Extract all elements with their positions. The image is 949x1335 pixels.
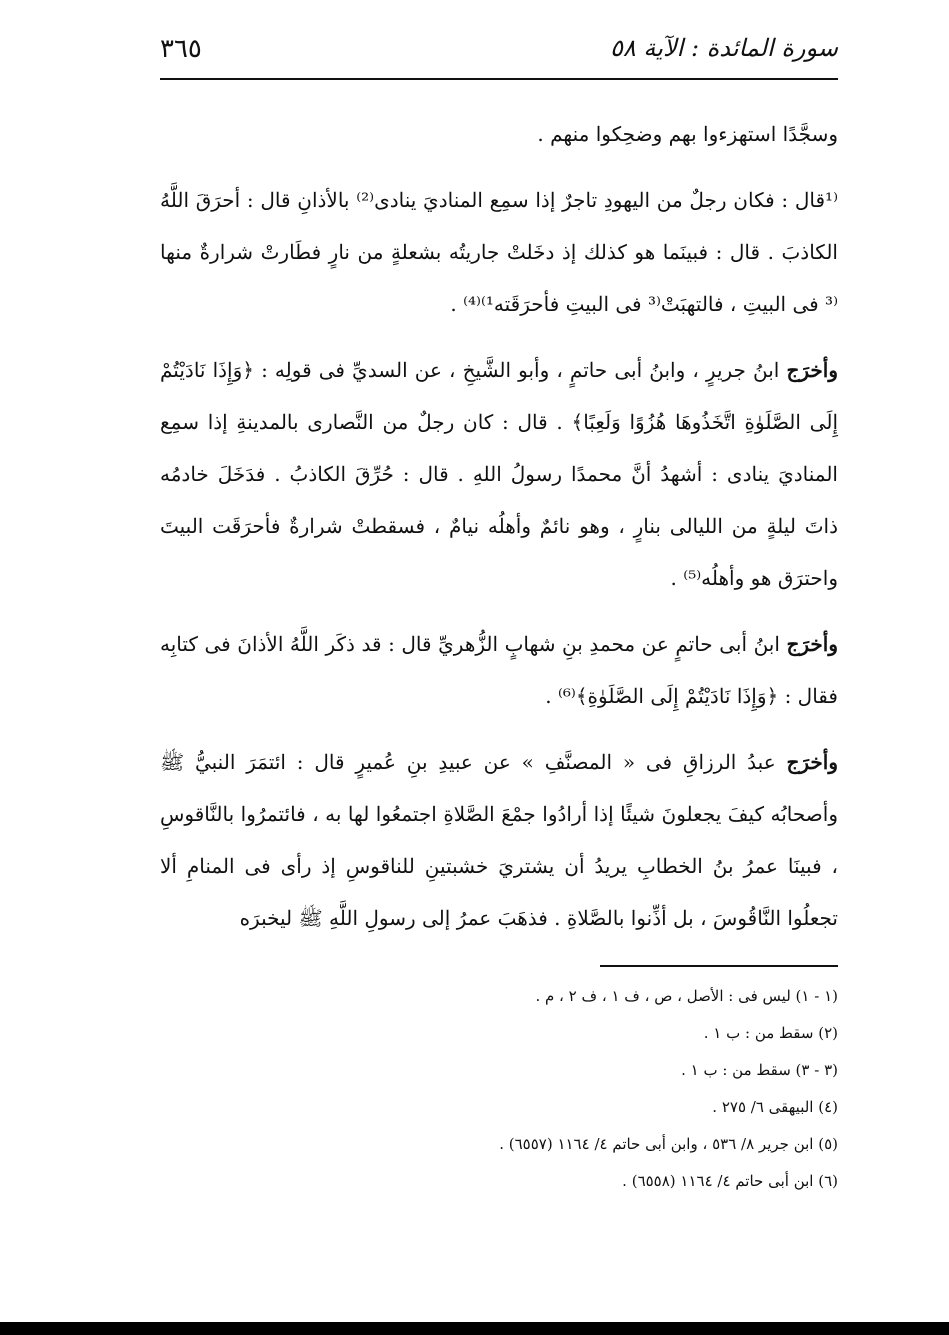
paragraph-text: ⁽¹قال : فكان رجلٌ من اليهودِ تاجرٌ إذا سمِع المناديَ ينادى⁽²⁾ بالأذانِ قال : أحرَقَ اللَّهُ الكاذبَ . قال : فبينَما هو كذلك إذ دخَلتْ جاريتُه بشعلةٍ من نارٍ فطَارتْ شرارةٌ منها ⁽³ فى البيتِ ، فالتهبَتْ⁽³ فى البيتِ فأحرَقَته¹⁾⁽⁴⁾ . — [160, 188, 838, 316]
header-title: سورة المائدة : الآية ٥٨ — [610, 34, 838, 62]
paragraph — [160, 618, 838, 722]
footnote: (٥) ابن جرير ٨/ ٥٣٦ ، وابن أبى حاتم ٤/ ١١٦٤ (٦٥٥٧) . — [499, 1135, 838, 1153]
paragraph-text: وسجَّدًا استهزءوا بهم وضحِكوا منهم . — [537, 122, 838, 146]
paragraph-text: عبدُ الرزاقِ فى « المصنَّفِ » عن عبيدِ بنِ عُميرٍ قال : ائتمَرَ النبيُّ ﷺ وأصحابُه كيفَ يجعلونَ شيئًا إذا أرادُوا جمْعَ الصَّلاةِ اجتمعُوا لها به ، فائتمرُوا بالنَّاقوسِ ، فبينَا عمرُ بنُ الخطابِ يريدُ أن يشتريَ خشبتينِ للناقوسِ إذ رأى فى المنامِ ألا تجعلُوا النَّاقُوسَ ، بل أذِّنوا بالصَّلاةِ . فذهَبَ عمرُ إلى رسولِ اللَّهِ ﷺ ليخبرَه — [160, 750, 838, 930]
footnote: (٦) ابن أبى حاتم ٤/ ١١٦٤ (٦٥٥٨) . — [622, 1172, 838, 1190]
page-number: ٣٦٥ — [160, 34, 202, 64]
paragraph — [160, 174, 838, 330]
footnote: (٣ - ٣) سقط من : ب ١ . — [681, 1061, 838, 1079]
body-text — [160, 108, 838, 958]
scan-edge-bar — [0, 1322, 949, 1335]
footnote-rule — [600, 965, 838, 967]
paragraph-text: ابنُ أبى حاتمٍ عن محمدِ بنِ شهابٍ الزُّهريِّ قال : قد ذكَر اللَّهُ الأذانَ فى كتابِه فقال : ﴿وَإِذَا نَادَيْتُمْ إِلَى الصَّلَوٰةِ﴾⁽⁶⁾ . — [160, 632, 838, 708]
paragraph-lead: وأخرَج — [786, 632, 838, 656]
paragraph-lead: وأخرَج — [786, 750, 838, 774]
footnotes — [160, 978, 838, 1200]
footnote: (٢) سقط من : ب ١ . — [703, 1024, 838, 1042]
footnote: (١ - ١) ليس فى : الأصل ، ص ، ف ١ ، ف ٢ ، م . — [535, 987, 838, 1005]
paragraph — [160, 344, 838, 604]
running-header — [160, 30, 838, 70]
paragraph-text: ابنُ جريرٍ ، وابنُ أبى حاتمٍ ، وأبو الشَّيخِ ، عن السديِّ فى قولِه : ﴿وَإِذَا نَادَيْتُمْ إِلَى الصَّلَوٰةِ اتَّخَذُوهَا هُزُوًا وَلَعِبًا﴾ . قال : كان رجلٌ من النَّصارى بالمدينةِ إذا سمِع المناديَ ينادى : أشهدُ أنَّ محمدًا رسولُ اللهِ . قال : حُرِّقَ الكاذبُ . فدَخَلَ خادمُه ذاتَ ليلةٍ من الليالى بنارٍ ، وهو نائمٌ وأهلُه نيامٌ ، فسقطتْ شرارةٌ فأحرَقَت البيتَ واحترَق هو وأهلُه⁽⁵⁾ . — [160, 358, 838, 590]
paragraph — [160, 108, 838, 160]
footnote: (٤) البيهقى ٦/ ٢٧٥ . — [712, 1098, 838, 1116]
paragraph — [160, 736, 838, 944]
header-rule — [160, 78, 838, 80]
paragraph-lead: وأخرَج — [786, 358, 838, 382]
